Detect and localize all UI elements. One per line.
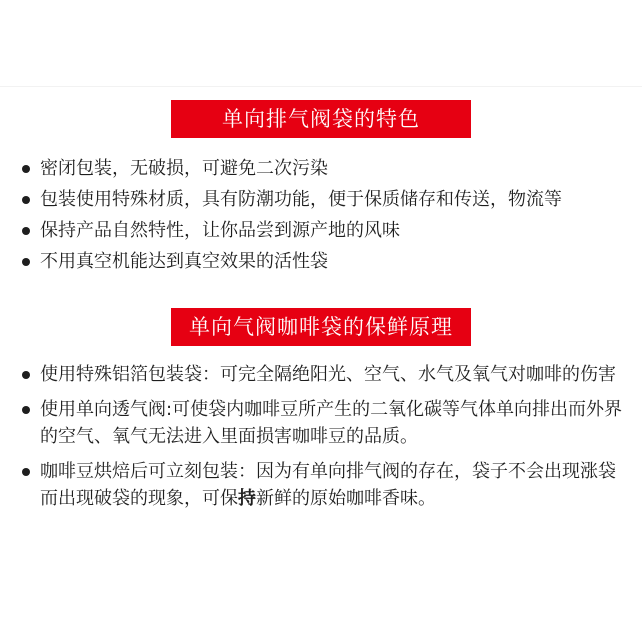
list-item xyxy=(22,458,625,512)
list-item-text-start: 咖啡豆烘焙后可立刻包装：因为有单向排气阀的存在，袋子不会出现涨袋而出现破袋的现象，可保 xyxy=(40,461,616,509)
list-item-text-emphasis: 持 xyxy=(238,488,256,509)
top-divider xyxy=(0,86,642,87)
list-item-text-end: 新鲜的原始咖啡香味。 xyxy=(256,488,436,509)
bullet-icon xyxy=(22,227,30,235)
list-item-text: 使用特殊铝箔包装袋：可完全隔绝阳光、空气、水气及氧气对咖啡的伤害 xyxy=(40,364,616,385)
section-banner-principle: 单向气阀咖啡袋的保鲜原理 xyxy=(171,308,471,346)
bullet-icon xyxy=(22,406,30,414)
list-item-text: 包装使用特殊材质，具有防潮功能，便于保质储存和传送，物流等 xyxy=(40,189,562,210)
list-item xyxy=(22,153,634,184)
bullet-icon xyxy=(22,165,30,173)
bullet-icon xyxy=(22,468,30,476)
bullet-icon xyxy=(22,258,30,266)
list-item xyxy=(22,215,634,246)
list-item-text: 保持产品自然特性，让你品尝到源产地的风味 xyxy=(40,220,400,241)
features-list xyxy=(22,153,634,277)
bullet-icon xyxy=(22,371,30,379)
list-item-text: 不用真空机能达到真空效果的活性袋 xyxy=(40,251,328,272)
list-item xyxy=(22,361,625,388)
list-item xyxy=(22,396,625,450)
list-item-text: 密闭包装，无破损，可避免二次污染 xyxy=(40,158,328,179)
section-banner-features: 单向排气阀袋的特色 xyxy=(171,100,471,138)
principle-list xyxy=(22,361,634,520)
bullet-icon xyxy=(22,196,30,204)
list-item xyxy=(22,184,634,215)
list-item xyxy=(22,246,634,277)
list-item-text: 使用单向透气阀:可使袋内咖啡豆所产生的二氧化碳等气体单向排出而外界的空气、氧气无法进入里面损害咖啡豆的品质。 xyxy=(40,399,623,447)
